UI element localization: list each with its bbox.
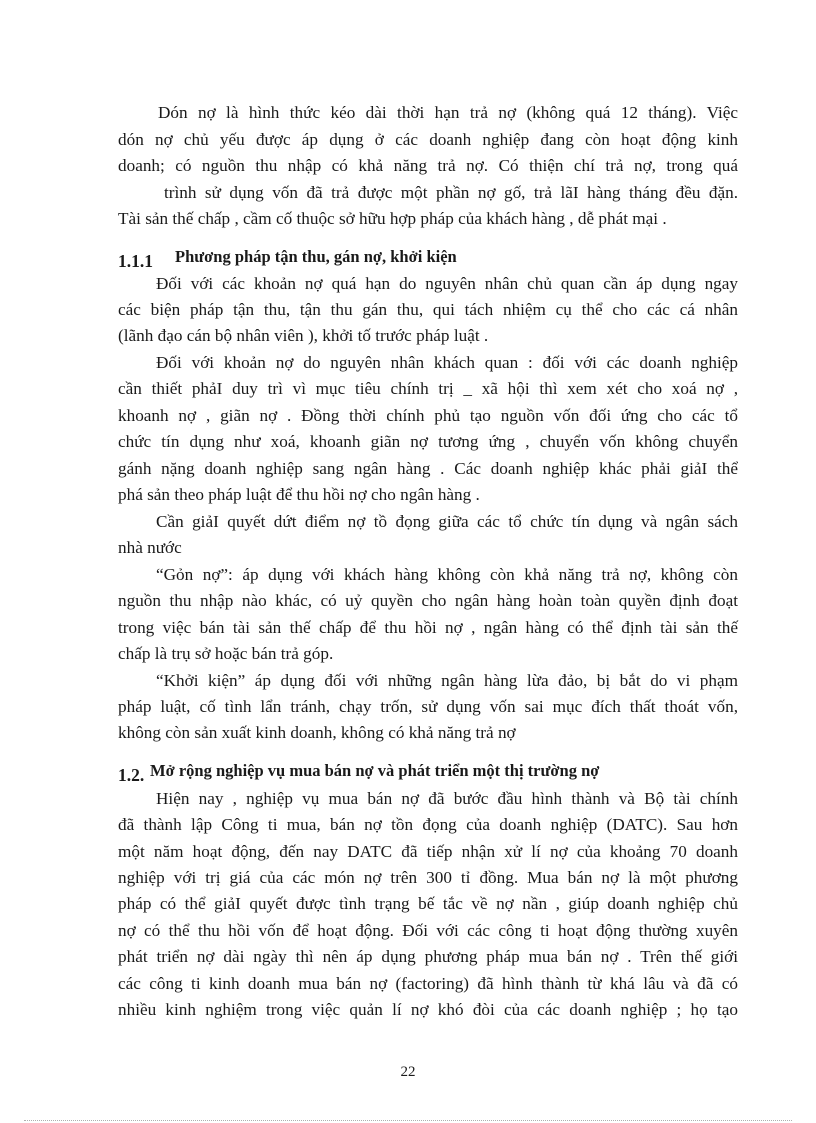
section-111-title: Phương pháp tận thu, gán nợ, khởi kiện bbox=[175, 247, 457, 266]
para3-line-6: phá sản theo pháp luật để thu hồi nợ cho ngân hàng . bbox=[118, 485, 480, 504]
para1-line-2: dón nợ chủ yếu được áp dụng ở các doanh nghiệp đang còn hoạt động kinh bbox=[118, 130, 738, 149]
para2-line-2: các biện pháp tận thu, tận thu gán thu, qui tách nhiệm cụ thể cho các cá nhân bbox=[118, 300, 738, 319]
para7-line-7: phát triển nợ dài ngày thì nên áp dụng phương pháp mua bán nợ . Trên thế giới bbox=[118, 947, 738, 966]
para5-line-1: “Gỏn nợ”: áp dụng với khách hàng không còn khả năng trả nợ, không còn bbox=[156, 565, 738, 584]
page-boundary-divider bbox=[24, 1120, 792, 1121]
section-12-title: Mở rộng nghiệp vụ mua bán nợ và phát triển một thị trường nợ bbox=[150, 761, 600, 780]
page-number: 22 bbox=[400, 1064, 416, 1080]
para5-line-2: nguồn thu nhập nào khác, có uỷ quyền cho ngân hàng hoàn toàn quyền định đoạt bbox=[118, 591, 738, 610]
para3-line-3: khoanh nợ , giãn nợ . Đồng thời chính phủ tạo nguồn vốn đối ứng cho các tổ bbox=[118, 406, 738, 425]
para7-line-2: đã thành lập Công ti mua, bán nợ tồn đọng của doanh nghiệp (DATC). Sau hơn bbox=[118, 815, 738, 834]
para6-line-2: pháp luật, cố tình lẩn tránh, chạy trốn, sử dụng vốn sai mục đích thất thoát vốn, bbox=[118, 697, 738, 716]
para4-line-2: nhà nước bbox=[118, 538, 182, 557]
para1-line-3: doanh; có nguồn thu nhập có khả năng trả nợ. Có thiện chí trả nợ, trong quá bbox=[118, 156, 738, 175]
para3-line-2: cần thiết phảI duy trì vì mục tiêu chính trị _ xã hội thì xem xét cho xoá nợ , bbox=[118, 379, 738, 398]
para2-line-1: Đối với các khoản nợ quá hạn do nguyên nhân chủ quan cần áp dụng ngay bbox=[156, 274, 738, 293]
para7-line-6: nợ có thể thu hồi vốn để hoạt động. Đối với các công ti hoạt động thường xuyên bbox=[118, 921, 738, 940]
para2-line-3: (lãnh đạo cán bộ nhân viên ), khởi tố trước pháp luật . bbox=[118, 326, 489, 345]
para7-line-4: nghiệp với trị giá của các món nợ trên 300 tỉ đồng. Mua bán nợ là một phương bbox=[118, 868, 738, 887]
para4-line-1: Cần giảI quyết dứt điểm nợ tồ đọng giữa các tổ chức tín dụng và ngân sách bbox=[156, 512, 738, 531]
para1-line-5: Tài sản thế chấp , cầm cố thuộc sở hữu hợp pháp của khách hàng , dễ phát mại . bbox=[118, 209, 667, 228]
para7-line-5: pháp có thể giảI quyết được tình trạng bế tắc về nợ nần , giúp doanh nghiệp chủ bbox=[118, 894, 738, 913]
para3-line-5: gánh nặng doanh nghiệp sang ngân hàng . Các doanh nghiệp khác phải giảI thể bbox=[118, 459, 738, 478]
para3-line-1: Đối với khoản nợ do nguyên nhân khách quan : đối với các doanh nghiệp bbox=[156, 353, 738, 372]
section-12-number: 1.2. bbox=[118, 765, 145, 785]
para3-line-4: chức tín dụng như xoá, khoanh giãn nợ tương ứng , chuyển vốn không chuyển bbox=[118, 432, 738, 451]
para5-line-4: chấp là trụ sở hoặc bán trả góp. bbox=[118, 644, 334, 663]
para7-line-8: các công ti kinh doanh mua bán nợ (factoring) đã hình thành từ khá lâu và đã có bbox=[118, 974, 738, 993]
para7-line-9: nhiều kinh nghiệm trong việc quản lí nợ khó đòi của các doanh nghiệp ; họ tạo bbox=[118, 1000, 738, 1019]
para7-line-3: một năm hoạt động, đến nay DATC đã tiếp nhận xử lí nợ của khoảng 70 doanh bbox=[118, 842, 738, 861]
para6-line-1: “Khởi kiện” áp dụng đối với những ngân hàng lừa đảo, bị bắt do vi phạm bbox=[156, 671, 738, 690]
para1-line-1: Dón nợ là hình thức kéo dài thời hạn trả nợ (không quá 12 tháng). Việc bbox=[158, 103, 738, 122]
para1-line-4: trình sử dụng vốn đã trả được một phần nợ gố, trả lãI hàng tháng đều đặn. bbox=[164, 183, 738, 202]
para7-line-1: Hiện nay , nghiệp vụ mua bán nợ đã bước đầu hình thành và Bộ tài chính bbox=[156, 789, 738, 808]
para6-line-3: không còn sản xuất kinh doanh, không có khả năng trả nợ bbox=[118, 723, 516, 742]
section-111-number: 1.1.1 bbox=[118, 251, 153, 271]
para5-line-3: trong việc bán tài sản thế chấp để thu hồi nợ , ngân hàng có thể định tài sản thế bbox=[118, 618, 738, 637]
